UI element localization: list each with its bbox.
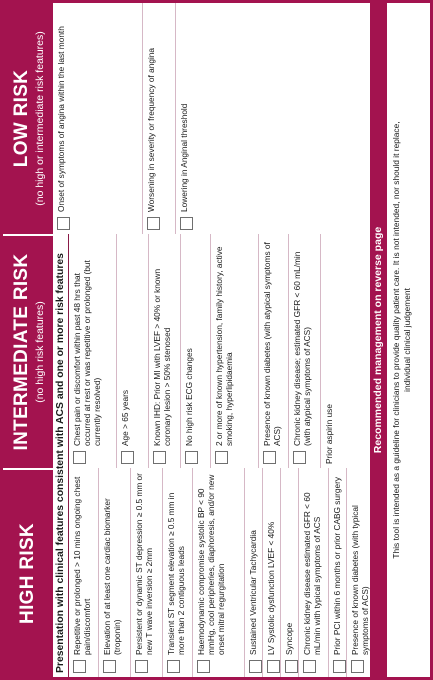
high-risk-item-text: Transient ST segment elevation ≥ 0.5 mm in more than 2 contiguous leads [166,492,186,655]
checkbox[interactable] [135,660,148,673]
low-risk-item-text: Worsening in severity or frequency of angina [146,47,156,212]
checkbox[interactable] [147,217,160,230]
checkbox[interactable] [73,660,86,673]
header-intermediate-subtitle: (no high risk features) [33,301,46,403]
intermediate-risk-item [321,234,370,468]
high-risk-item-text: Chronic kidney disease estimated GFR < 60 mL/min with typical symptoms of ACS [302,492,322,655]
checkbox[interactable] [215,451,228,464]
intermediate-risk-item [117,234,149,468]
checkbox[interactable] [153,451,166,464]
low-risk-item-text: Onset of symptoms of angina within the last month [56,26,66,212]
intermediate-risk-item [149,234,181,468]
intermediate-risk-item-text: Known IHD: Prior MI with LVEF > 40% or known coronary lesion > 50% stenosed [152,268,172,446]
checkbox[interactable] [180,217,193,230]
checkbox[interactable] [185,451,198,464]
disclaimer-line-1: This tool is intended as a guideline for clinicians to provide quality patient care. It is not intended, nor should it replace, [391,121,401,559]
header-low-risk [3,3,53,234]
high-risk-item [163,468,193,677]
checkbox[interactable] [121,451,134,464]
checkbox[interactable] [303,660,316,673]
header-low-title: LOW RISK [10,69,32,168]
header-row [3,3,53,677]
recommended-management-bar: Recommended management on reverse page [370,3,387,677]
high-risk-item-text: Sustained Ventricular Tachycardia [248,530,258,655]
intermediate-risk-item-text: No high risk ECG changes [184,348,194,446]
checkbox[interactable] [285,660,298,673]
intermediate-risk-item [69,234,117,468]
intermediate-risk-item [211,234,259,468]
intermediate-risk-item [181,234,211,468]
low-risk-item-text: Lowering in Anginal threshold [179,103,189,212]
high-risk-item [263,468,281,677]
high-risk-item [69,468,99,677]
high-risk-item [193,468,245,677]
disclaimer [387,3,430,677]
high-risk-item [99,468,131,677]
high-risk-item [281,468,299,677]
high-risk-item [299,468,329,677]
high-risk-item-text: Presence of known diabetes (with typical symptoms of ACS) [350,505,370,655]
checkbox[interactable] [167,660,180,673]
low-risk-item [53,3,143,234]
low-risk-item [143,3,176,234]
disclaimer-line-2: individual clinical judgement [401,288,412,392]
high-risk-item [131,468,163,677]
checkbox[interactable] [73,451,86,464]
high-risk-item-text: Prior PCI within 6 months or prior CABG surgery [332,477,342,655]
intermediate-risk-item-text: Chest pain or discomfort within past 48 hrs that occurred at rest or was repetitive or prolonged (but currently resolved) [72,260,102,446]
header-intermediate-risk [3,234,53,468]
header-high-risk [3,468,53,677]
checkbox[interactable] [263,451,276,464]
high-risk-item [347,468,370,677]
intermediate-risk-item-text: Age > 65 years [120,389,130,446]
checkbox[interactable] [57,217,70,230]
high-risk-item [329,468,347,677]
header-low-subtitle: (no high or intermediate risk features) [33,31,46,206]
high-risk-item-text: Syncope [284,622,294,655]
checkbox[interactable] [293,451,306,464]
intermediate-risk-item-text: 2 or more of known hypertension, family history, active smoking, hyperlipidaemia [214,246,234,446]
header-intermediate-title: INTERMEDIATE RISK [10,253,32,451]
checkbox[interactable] [103,660,116,673]
high-risk-item [245,468,263,677]
high-risk-item-text: Elevation of at least one cardiac biomarker (troponin) [102,498,122,655]
high-risk-item-text: Haemodynamic compromise systolic BP < 90 mmHg, cool peripheries, diaphoresis, and/or new onset mitral regurgitation [196,474,226,655]
intermediate-risk-item [289,234,321,468]
checkbox[interactable] [351,660,364,673]
checkbox[interactable] [267,660,280,673]
intermediate-risk-item [259,234,289,468]
presentation-banner: Presentation with clinical features consistent with ACS and one or more risk features [53,234,69,677]
checkbox[interactable] [197,660,210,673]
checkbox[interactable] [249,660,262,673]
intermediate-risk-item-text: Chronic kidney disease; estimated GFR < 60 mL/min (with atypical symptoms of ACS) [292,251,312,446]
high-risk-item-text: Repetitive or prolonged > 10 mins ongoing chest pain/discomfort [72,476,92,655]
high-risk-item-text: Persistent or dynamic ST depression ≥ 0.5 mm or new T wave inversion ≥ 2mm [134,473,154,655]
intermediate-risk-item-text: Prior aspirin use [324,404,334,464]
intermediate-risk-item-text: Presence of known diabetes (with atypical symptoms of ACS) [262,242,282,446]
low-risk-item [176,3,370,234]
high-risk-item-text: LV Systolic dysfunction LVEF < 40% [266,521,276,655]
checkbox[interactable] [333,660,346,673]
header-high-title: HIGH RISK [17,523,38,624]
